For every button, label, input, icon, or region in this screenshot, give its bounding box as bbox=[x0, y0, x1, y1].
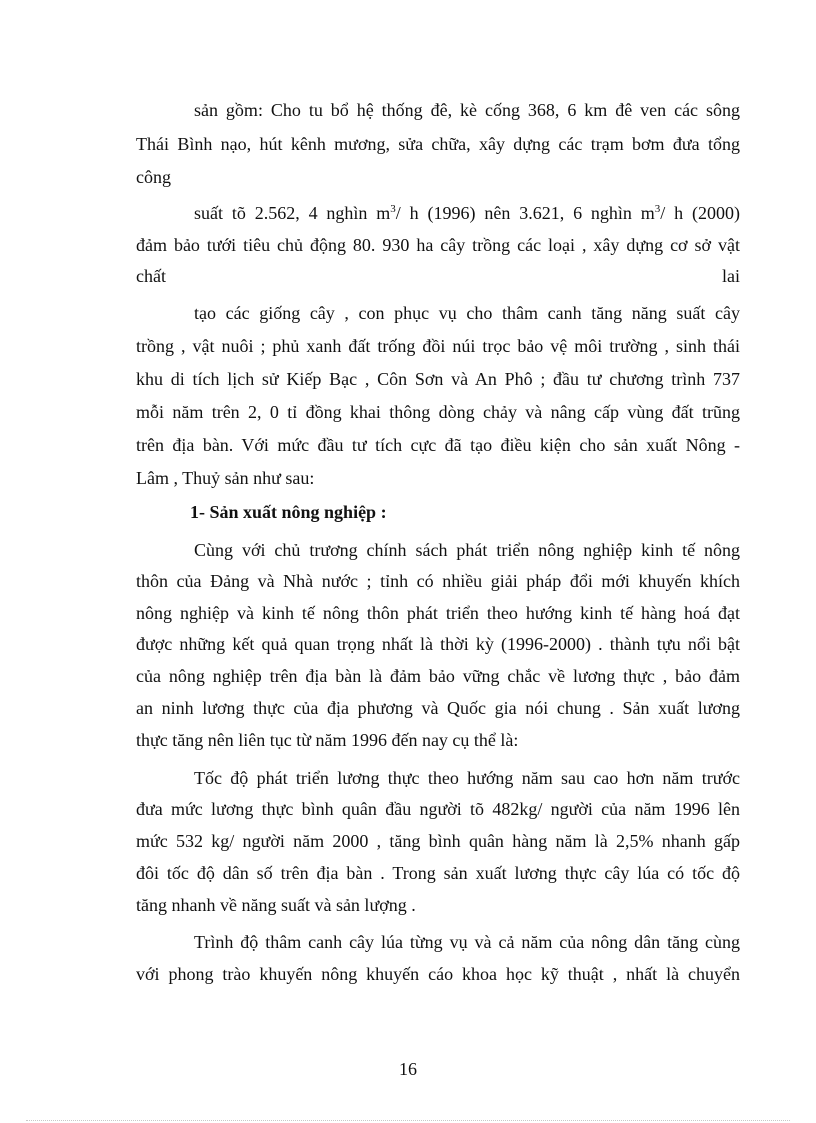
paragraph-1-line-2: Thái Bình nạo, hút kênh mương, sửa chữa, xây dựng các trạm bơm đưa tổng bbox=[136, 134, 740, 154]
page-bottom-divider bbox=[26, 1120, 790, 1121]
paragraph-3-line-1: tạo các giống cây , con phục vụ cho thâm canh tăng năng suất cây bbox=[194, 303, 740, 323]
paragraph-3-line-2: trồng , vật nuôi ; phủ xanh đất trống đồi núi trọc bảo vệ môi trường , sinh thái bbox=[136, 336, 740, 356]
page-number: 16 bbox=[399, 1059, 417, 1079]
paragraph-2-line-1 bbox=[194, 201, 740, 225]
paragraph-3-line-5: trên địa bàn. Với mức đầu tư tích cực đã tạo điều kiện cho sản xuất Nông - bbox=[136, 435, 740, 455]
cubic-superscript-2: 3 bbox=[654, 203, 661, 215]
paragraph-4-line-2: thôn của Đảng và Nhà nước ; tỉnh có nhiều giải pháp đổi mới khuyến khích bbox=[136, 571, 740, 591]
paragraph-5-line-5: tăng nhanh về năng suất và sản lượng . bbox=[136, 895, 416, 915]
paragraph-5-line-3: mức 532 kg/ người năm 2000 , tăng bình quân hàng năm là 2,5% nhanh gấp bbox=[136, 831, 740, 851]
cubic-superscript-1: 3 bbox=[390, 203, 396, 215]
paragraph-3-line-4: mỗi năm trên 2, 0 tỉ đồng khai thông dòng chảy và nâng cấp vùng đất trũng bbox=[136, 402, 740, 422]
paragraph-5-line-1: Tốc độ phát triển lương thực theo hướng năm sau cao hơn năm trước bbox=[194, 768, 740, 788]
capacity-text-b: / h (1996) nên 3.621, 6 nghìn m bbox=[395, 203, 655, 223]
capacity-text-c: / h (2000) bbox=[660, 203, 741, 223]
paragraph-4-line-4: được những kết quả quan trọng nhất là thời kỳ (1996-2000) . thành tựu nổi bật bbox=[136, 634, 740, 654]
section-heading: 1- Sản xuất nông nghiệp : bbox=[190, 502, 387, 522]
paragraph-4-line-1: Cùng với chủ trương chính sách phát triển nông nghiệp kinh tế nông bbox=[194, 540, 740, 560]
paragraph-6-line-2: với phong trào khuyến nông khuyến cáo khoa học kỹ thuật , nhất là chuyển bbox=[136, 964, 740, 984]
paragraph-5-line-4: đôi tốc độ dân số trên địa bàn . Trong sản xuất lương thực cây lúa có tốc độ bbox=[136, 863, 740, 883]
paragraph-2-line-3-right: lai bbox=[722, 266, 740, 286]
paragraph-5-line-2: đưa mức lương thực bình quân đầu người tõ 482kg/ người của năm 1996 lên bbox=[136, 799, 740, 819]
paragraph-6-line-1: Trình độ thâm canh cây lúa từng vụ và cả năm của nông dân tăng cùng bbox=[194, 932, 740, 952]
paragraph-2-line-3-left: chất bbox=[136, 266, 166, 286]
paragraph-1-line-3: công bbox=[136, 167, 171, 187]
paragraph-3-line-6: Lâm , Thuỷ sản như sau: bbox=[136, 468, 315, 488]
capacity-text-a: suất tõ 2.562, 4 nghìn m bbox=[194, 203, 391, 223]
paragraph-4-line-6: an ninh lương thực của địa phương và Quốc gia nói chung . Sản xuất lương bbox=[136, 698, 740, 718]
paragraph-4-line-3: nông nghiệp và kinh tế nông thôn phát triển theo hướng kinh tế hàng hoá đạt bbox=[136, 603, 740, 623]
paragraph-3-line-3: khu di tích lịch sử Kiếp Bạc , Côn Sơn và An Phô ; đầu tư chương trình 737 bbox=[136, 369, 740, 389]
paragraph-4-line-5: của nông nghiệp trên địa bàn là đảm bảo vững chắc về lương thực , bảo đảm bbox=[136, 666, 740, 686]
paragraph-4-line-7: thực tăng nên liên tục từ năm 1996 đến nay cụ thể là: bbox=[136, 730, 519, 750]
paragraph-2-line-2: đảm bảo tưới tiêu chủ động 80. 930 ha cây trồng các loại , xây dựng cơ sở vật bbox=[136, 235, 740, 255]
paragraph-1-line-1: sản gồm: Cho tu bổ hệ thống đê, kè cống 368, 6 km đê ven các sông bbox=[194, 100, 740, 120]
